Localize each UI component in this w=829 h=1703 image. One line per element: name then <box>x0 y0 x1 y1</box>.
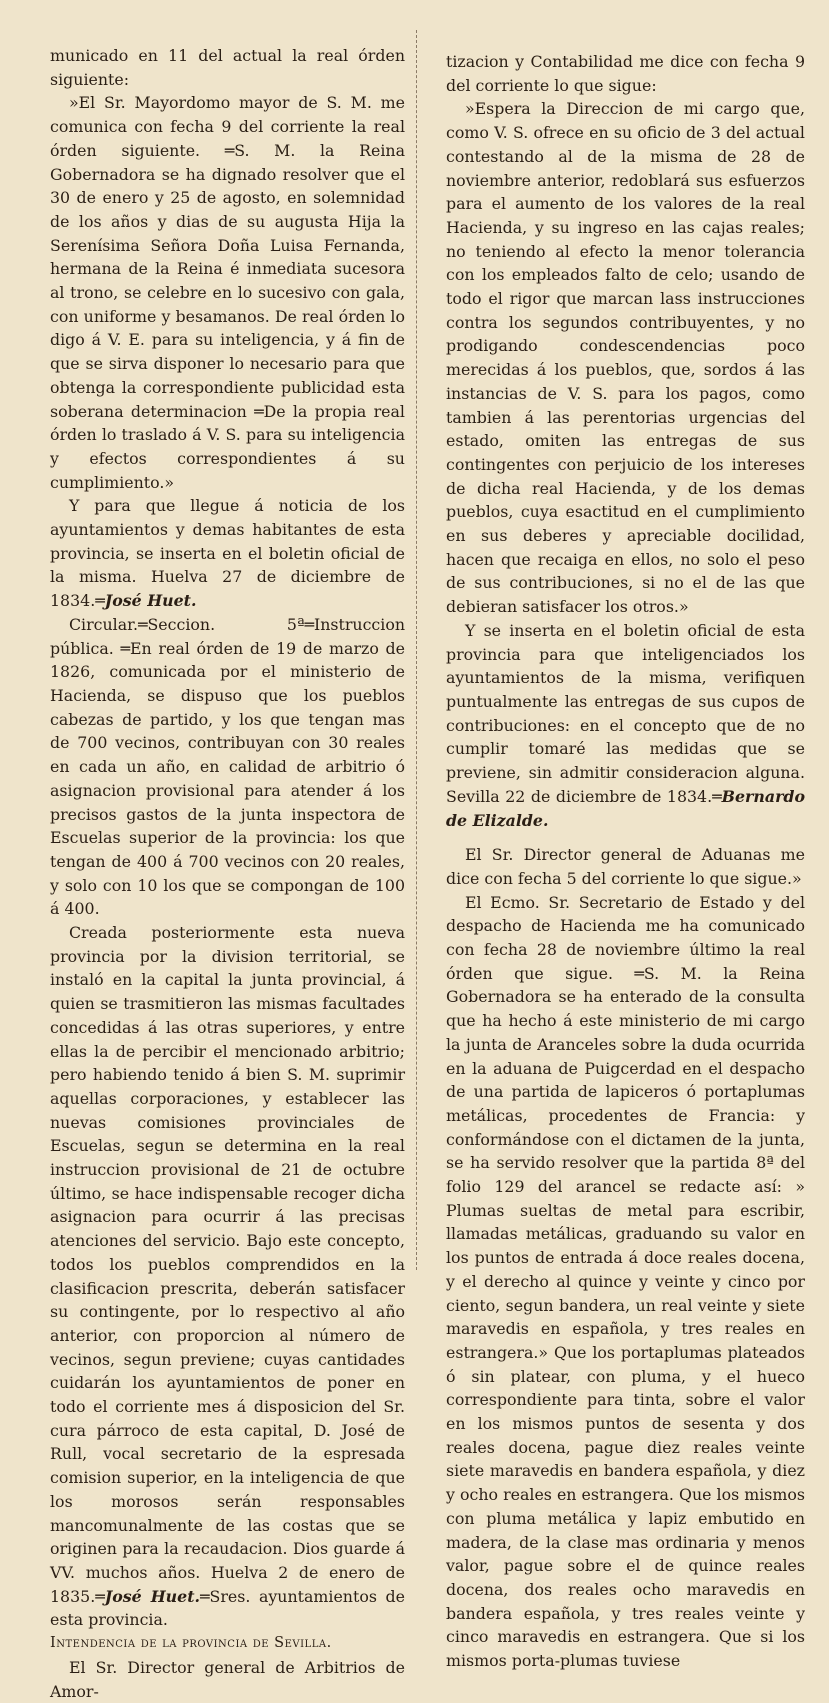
signature: José Huet. <box>104 1586 201 1606</box>
royal-order-quote: »El Sr. Mayordomo mayor de S. M. me comunica con fecha 9 del corriente la real órden siguiente. ═S. M. la Reina Gobernadora se ha dignado resolver que el 30 de enero y 25 de agosto, en solemnidad de los años y dias de su augusta Hija la Serenísima Señora Doña Luisa Fernanda, hermana de la Reina é inmediata sucesora al trono, se celebre en lo sucesivo con gala, con uniforme y besamanos. De real órden lo digo á V. E. para su inteligencia, y á fin de que se sirva disponer lo necesario para que obtenga la correspondiente publicidad esta soberana determinacion ═De la propia real órden lo traslado á V. S. para su inteligencia y efectos correspondientes á su cumplimiento.» <box>50 93 405 492</box>
schools-text: Creada posteriormente esta nueva provincia por la division territorial, se instaló en la capital la junta provincial, á quien se trasmitieron las mismas facultades concedidas á las otras superiores, y entre ellas la de percibir el mencionado arbitrio; pero habiendo tenido á bien S. M. suprimir aquellas corporaciones, y establecer las nuevas comisiones provinciales de Escuelas, segun se determina en la real instruccion provisional de 21 de octubre último, se hace indispensable recoger dicha asignacion para ocurrir á las precisas atenciones del servicio. Bajo este concepto, todos los pueblos comprendidos en la clasificacion prescrita, deberán satisfacer su contingente, por lo respectivo al año anterior, con proporcion al número de vecinos, segun previene; cuyas cantidades cuidarán los ayuntamientos de poner en todo el corriente mes á disposicion del Sr. cura párroco de esta capital, D. José de Rull, vocal secretario de la espresada comision superior, en la inteligencia de que los morosos serán responsables mancomunalmente de las costas que se originen para la recaudacion. Dios guarde á VV. muchos años. Huelva 2 de enero de 1835.═ <box>50 923 405 1606</box>
signature: Bernardo de Elizalde. <box>446 786 805 830</box>
signature: José Huet. <box>104 591 197 611</box>
continuation-paragraph: tizacion y Contabilidad me dice con fecha 9 del corriente lo que sigue: <box>446 52 805 95</box>
customs-intro: El Sr. Director general de Aduanas me dice con fecha 5 del corriente lo que sigue.» <box>446 845 805 888</box>
direction-quote: »Espera la Direccion de mi cargo que, como V. S. ofrece en su oficio de 3 del actual contestando al de la misma de 28 de noviembre anterior, redoblará sus esfuerzos para el aumento de los valores de la real Hacienda, y su ingreso en las cajas reales; no teniendo al efecto la menor tolerancia con los empleados falto de celo; usando de todo el rigor que marcan lass instrucciones contra los segundos contribuyentes, y no prodigando condescendencias poco merecidas á los pueblos, que, sordos á las instancias de V. S. para los pagos, como tambien á las perentorias urgencias del estado, omiten las entregas de sus contingentes con perjuicio de los intereses de dicha real Hacienda, y de los demas pueblos, cuya esactitud en el cumplimiento en sus deberes y apreciable docilidad, hacen que recaiga en ellos, no solo el peso de sus contribuciones, si no el de las que debieran satisfacer los otros.» <box>446 99 805 617</box>
section-heading: Intendencia de la provincia de Sevilla. <box>50 1635 332 1652</box>
schools-closing: ═Sres. ayuntamientos de esta provincia. <box>50 1586 405 1630</box>
left-column <box>50 44 405 1703</box>
publication-notice <box>446 619 805 832</box>
continuation-paragraph: municado en 11 del actual la real órden siguiente: <box>50 46 405 89</box>
schools-paragraph <box>50 921 405 1632</box>
notice-text: Y para que llegue á noticia de los ayuntamientos y demas habitantes de esta provincia, se inserta en el boletin oficial de la misma. Huelva 27 de diciembre de 1834.═ <box>50 496 405 611</box>
director-paragraph: El Sr. Director general de Arbitrios de Amor- <box>50 1657 405 1701</box>
circular-paragraph: Circular.═Seccion. 5ª═Instruccion pública. ═En real órden de 19 de marzo de 1826, comunicada por el ministerio de Hacienda, se dispuso que los pueblos cabezas de partido, y los que tengan mas de 700 vecinos, contribuyan con 30 reales en cada un año, en calidad de arbitrio ó asignacion provisional para atender á los precisos gastos de la junta inspectora de Escuelas superior de la provincia: los que tengan de 400 á 700 vecinos con 20 reales, y solo con 10 los que se compongan de 100 á 400. <box>50 614 405 919</box>
right-column <box>446 50 805 1673</box>
notice-text: Y se inserta en el boletin oficial de esta provincia para que inteligenciados los ayuntamientos de la misma, verifiquen puntualmente las entregas de sus cupos de contribuciones: en el concepto que de no cumplir tomaré las medidas que se previene, sin admitir consideracion alguna. Sevilla 22 de diciembre de 1834.═ <box>446 620 805 806</box>
publication-notice <box>50 494 405 613</box>
column-divider <box>416 30 417 1270</box>
customs-order: El Ecmo. Sr. Secretario de Estado y del despacho de Hacienda me ha comunicado con fecha 28 de noviembre último la real órden que sigue. ═S. M. la Reina Gobernadora se ha enterado de la consulta que ha hecho á este ministerio de mi cargo la junta de Aranceles sobre la duda ocurrida en la aduana de Puigcerdad en el despacho de una partida de lapiceros ó portaplumas metálicas, procedentes de Francia: y conformándose con el dictamen de la junta, se ha servido resolver que la partida 8ª del folio 129 del arancel se redacte así: » Plumas sueltas de metal para escribir, llamadas metálicas, graduando su valor en los puntos de entrada á doce reales docena, y el derecho al quince y veinte y cinco por ciento, segun bandera, un real veinte y siete maravedis en española, y tres reales en estrangera.» Que los portaplumas plateados ó sin platear, con pluma, y el hueco correspondiente para tinta, sobre el valor en los mismos puntos de sesenta y dos reales docena, pague diez reales veinte siete maravedis en bandera española, y diez y ocho reales en estrangera. Que los mismos con pluma metálica y lapiz embutido en madera, de la clase mas ordinaria y menos valor, pague sobre el de quince reales docena, dos reales ocho maravedis en bandera española, y tres reales veinte y cinco maravedis en estrangera. Que si los mismos porta-plumas tuviese <box>446 892 805 1671</box>
